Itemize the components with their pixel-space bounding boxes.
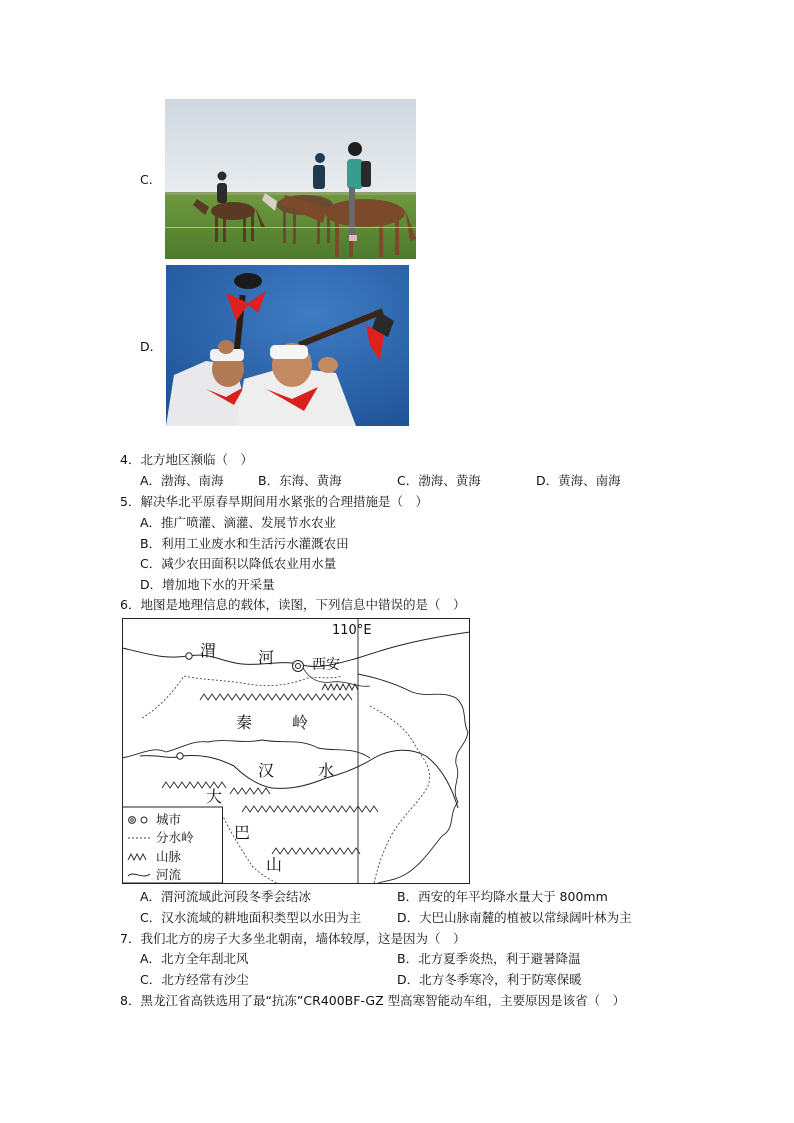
- question-6-option-a[interactable]: A．渭河流域此河段冬季会结冰: [140, 889, 312, 904]
- horse-riders-photo: [165, 99, 416, 259]
- question-4-option-a[interactable]: A．渤海、南海: [140, 473, 224, 488]
- legend-mountain-label: 山脉: [156, 849, 182, 864]
- question-6-option-c[interactable]: C．汉水流域的耕地面积类型以水田为主: [140, 910, 362, 925]
- legend-city-label: 城市: [156, 812, 182, 827]
- question-4-stem: 4．北方地区濒临（ ）: [120, 452, 253, 467]
- map-label-wei: 渭: [200, 641, 217, 660]
- map-legend: [123, 807, 223, 883]
- question-5-option-c[interactable]: C．减少农田面积以降低农业用水量: [140, 556, 337, 571]
- option-d-label: D.: [140, 339, 154, 354]
- map-label-qin: 秦: [236, 713, 253, 732]
- map-label-xian: 西安: [312, 657, 340, 673]
- option-c-label: C.: [140, 172, 153, 187]
- map-label-shui: 水: [318, 761, 335, 780]
- question-7-stem: 7．我们北方的房子大多坐北朝南，墙体较厚，这是因为（ ）: [120, 931, 466, 946]
- question-7-option-b[interactable]: B．北方夏季炎热，利于避暑降温: [397, 951, 581, 966]
- question-5-stem: 5．解决华北平原春旱期间用水紧张的合理措施是（ ）: [120, 494, 428, 509]
- map-label-ling: 岭: [292, 713, 309, 732]
- map-label-han: 汉: [258, 761, 275, 780]
- question-4-option-c[interactable]: C．渤海、黄海: [397, 473, 481, 488]
- map-label-he: 河: [258, 648, 275, 667]
- question-6-option-b[interactable]: B．西安的年平均降水量大于 800mm: [397, 889, 608, 904]
- question-5-option-a[interactable]: A．推广喷灌、滴灌、发展节水农业: [140, 515, 337, 530]
- map-label-ba: 巴: [234, 823, 251, 842]
- question-8-stem: 8．黑龙江省高铁选用了最“抗冻”CR400BF-GZ 型高寒智能动车组，主要原因是该省（ ）: [120, 993, 626, 1008]
- question-4-option-d[interactable]: D．黄海、南海: [536, 473, 621, 488]
- question-7-option-a[interactable]: A．北方全年刮北风: [140, 951, 249, 966]
- map-label-da: 大: [206, 787, 223, 806]
- suona-players-image: [166, 265, 409, 426]
- question-4-option-b[interactable]: B．东海、黄海: [258, 473, 342, 488]
- question-6-option-d[interactable]: D．大巴山脉南麓的植被以常绿阔叶林为主: [397, 910, 632, 925]
- question-7-option-c[interactable]: C．北方经常有沙尘: [140, 972, 249, 987]
- longitude-label: 110°E: [332, 623, 372, 638]
- question-6-stem: 6．地图是地理信息的载体，读图，下列信息中错误的是（ ）: [120, 597, 466, 612]
- question-5-option-b[interactable]: B．利用工业废水和生活污水灌溉农田: [140, 536, 349, 551]
- question-7-option-d[interactable]: D．北方冬季寒冷，利于防寒保暖: [397, 972, 582, 987]
- map-svg: [122, 618, 470, 884]
- suona-players-photo: [166, 265, 409, 426]
- question-5-option-d[interactable]: D．增加地下水的开采量: [140, 577, 275, 592]
- map-label-shan: 山: [266, 855, 283, 874]
- horse-riders-image: [165, 99, 416, 259]
- legend-divide-label: 分水岭: [156, 830, 194, 845]
- legend-river-label: 河流: [156, 867, 182, 882]
- qinling-region-map: [122, 618, 470, 884]
